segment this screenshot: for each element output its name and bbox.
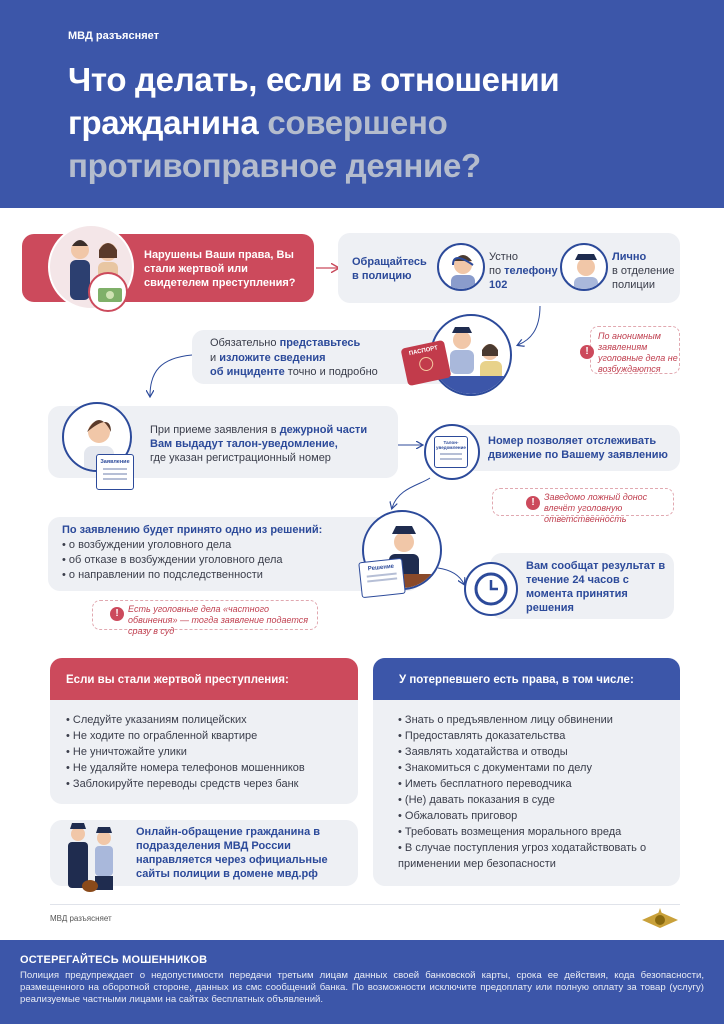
step4-text: При приеме заявления в дежурной части Вам выдадут талон-уведомление, где указан регистрационный номер bbox=[150, 424, 368, 464]
list-item: • (Не) давать показания в суде bbox=[398, 792, 668, 808]
rights-box-title: У потерпевшего есть права, в том числе: bbox=[373, 658, 680, 700]
step5-text: Номер позволяет отслеживать движение по Вашему заявлению bbox=[488, 435, 668, 461]
police-officer-icon bbox=[560, 243, 608, 291]
step6-title: По заявлению будет принято одно из решений: bbox=[62, 524, 323, 536]
list-item: • Иметь бесплатного переводчика bbox=[398, 776, 668, 792]
online-appeal-text: Онлайн-обращение гражданина в подразделения МВД России направляется через официальные сайты полиции в домене мвд.рф bbox=[136, 826, 328, 880]
money-icon bbox=[88, 272, 128, 312]
list-item: • Знакомиться с документами по делу bbox=[398, 760, 668, 776]
list-item: • Заявлять ходатайства и отводы bbox=[398, 744, 668, 760]
passport-icon: ПАСПОРТ bbox=[401, 340, 452, 386]
header-subtitle: МВД разъясняет bbox=[68, 30, 159, 42]
list-item: • о возбуждении уголовного дела bbox=[62, 538, 362, 553]
list-item: • о направлении по подследственности bbox=[62, 568, 362, 583]
exclamation-icon: ! bbox=[110, 607, 124, 621]
visit-contact: Лично в отделение полиции bbox=[612, 251, 675, 291]
list-item: • Обжаловать приговор bbox=[398, 808, 668, 824]
step7-text: Вам сообщат результат в течение 24 часов с момента принятия решения bbox=[526, 560, 666, 614]
victim-box-title: Если вы стали жертвой преступления: bbox=[50, 658, 358, 700]
list-item: • Не уничтожайте улики bbox=[66, 744, 346, 760]
list-item: • Предоставлять доказательства bbox=[398, 728, 668, 744]
footer-title: ОСТЕРЕГАЙТЕСЬ МОШЕННИКОВ bbox=[20, 954, 208, 966]
page-title: Что делать, если в отношении гражданина совершено противоправное деяние? bbox=[68, 61, 560, 184]
police-officers-illustration bbox=[54, 820, 128, 894]
rights-list bbox=[398, 712, 668, 872]
list-item: • Следуйте указаниям полицейских bbox=[66, 712, 346, 728]
ticket-document-icon: Талон-уведомление bbox=[434, 436, 468, 468]
decision-document-icon: Решение bbox=[358, 558, 406, 598]
list-item: • об отказе в возбуждении уголовного дела bbox=[62, 553, 362, 568]
mvd-emblem-icon bbox=[640, 906, 680, 936]
note-false-report: Заведомо ложный донос влечёт уголовную ответственность bbox=[544, 492, 648, 524]
list-item: • Знать о предъявленном лицу обвинении bbox=[398, 712, 668, 728]
exclamation-icon: ! bbox=[580, 345, 594, 359]
list-item: • Заблокируйте переводы средств через банк bbox=[66, 776, 346, 792]
note-private-prosecution: Есть уголовные дела «частного обвинения» — тогда заявление подается сразу в суд bbox=[128, 604, 309, 636]
divider bbox=[50, 904, 680, 905]
statement-document-icon: Заявление bbox=[96, 454, 134, 490]
victim-list bbox=[66, 712, 346, 792]
bottom-label: МВД разъясняет bbox=[50, 914, 112, 923]
list-item: • Не ходите по ограбленной квартире bbox=[66, 728, 346, 744]
phone-contact: Устно по телефону 102 bbox=[489, 251, 558, 291]
note-anonymous: По анонимным заявлениям уголовные дела не возбуждаются bbox=[598, 331, 678, 374]
clock-icon bbox=[464, 562, 518, 616]
list-item: • Не удаляйте номера телефонов мошенников bbox=[66, 760, 346, 776]
fraud-warning-footer bbox=[0, 940, 724, 1024]
operator-icon bbox=[437, 243, 485, 291]
decision-list bbox=[62, 538, 362, 583]
step3-text: Обязательно представьтесь и изложите сведения об инциденте точно и подробно bbox=[210, 337, 378, 378]
step2-label: Обращайтесь в полицию bbox=[352, 256, 427, 282]
list-item: • В случае поступления угроз ходатайствовать о применении мер безопасности bbox=[398, 840, 668, 872]
list-item: • Требовать возмещения морального вреда bbox=[398, 824, 668, 840]
step1-text: Нарушены Ваши права, Вы стали жертвой или свидетелем преступления? bbox=[144, 249, 296, 289]
exclamation-icon: ! bbox=[526, 496, 540, 510]
footer-text: Полиция предупреждает о недопустимости передачи третьим лицам данных своей банковской карты, срока ее действия, кода безопасности, размещенного на оборотной стороне, данных из смс сообщений банка. По возможности исключите предоплату или полную оплату за товар (услугу) реализуемые частными лицами на сайтах бесплатных объявлений. bbox=[20, 970, 704, 1005]
